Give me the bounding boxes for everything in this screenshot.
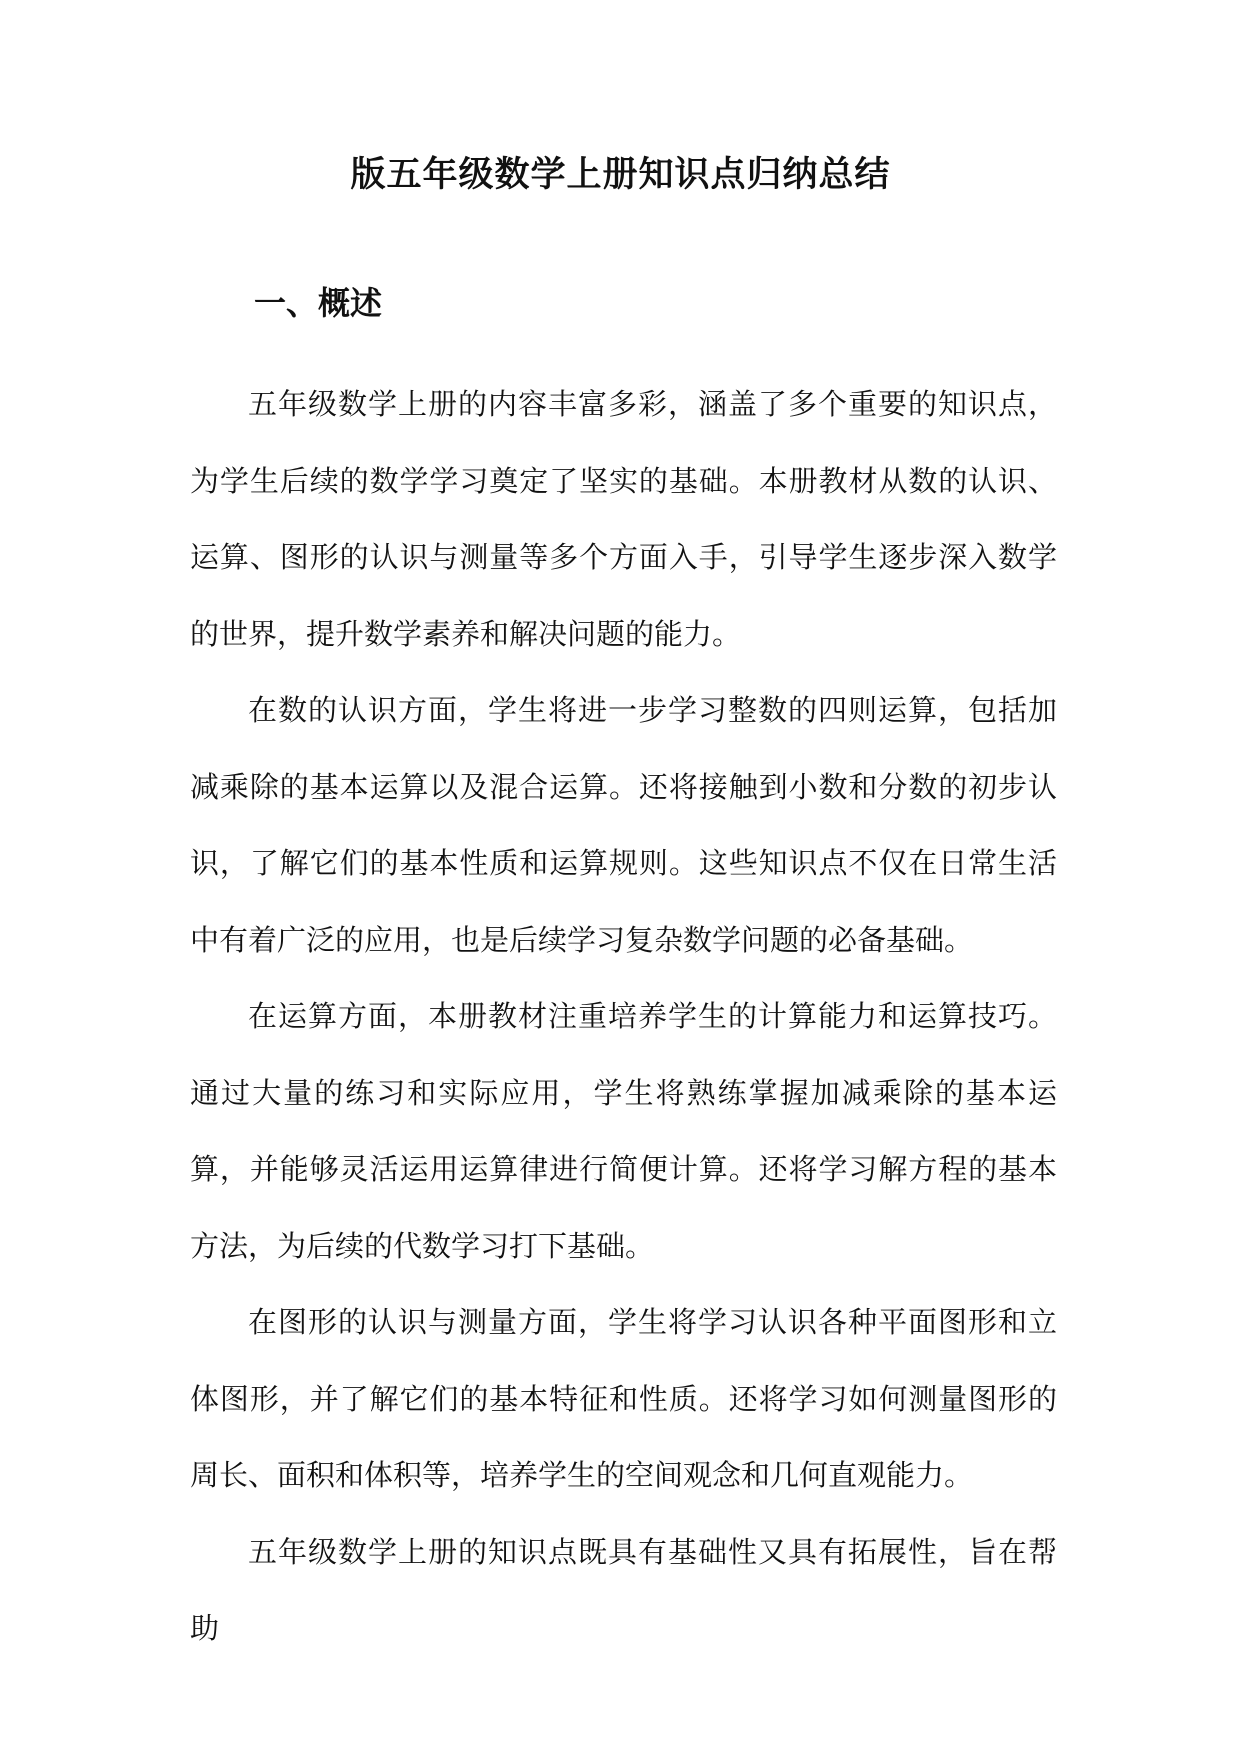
paragraph-intro: 五年级数学上册的内容丰富多彩，涵盖了多个重要的知识点，为学生后续的数学学习奠定了坚实的基础。本册教材从数的认识、运算、图形的认识与测量等多个方面入手，引导学生逐步深入数学的世界，提升数学素养和解决问题的能力。 (190, 387, 1057, 651)
section-heading-overview: 一、概述 (254, 284, 383, 322)
paragraph-number-recognition: 在数的认识方面，学生将进一步学习整数的四则运算，包括加减乘除的基本运算以及混合运算。还将接触到小数和分数的初步认识，了解它们的基本性质和运算规则。这些知识点不仅在日常生活中有着广泛的应用，也是后续学习复杂数学问题的必备基础。 (190, 693, 1057, 957)
document-title: 版五年级数学上册知识点归纳总结 (350, 154, 891, 195)
paragraph-geometry: 在图形的认识与测量方面，学生将学习认识各种平面图形和立体图形，并了解它们的基本特征和性质。还将学习如何测量图形的周长、面积和体积等，培养学生的空间观念和几何直观能力。 (190, 1305, 1057, 1492)
section-body (190, 366, 1057, 1667)
paragraph-summary: 五年级数学上册的知识点既具有基础性又具有拓展性，旨在帮助 (190, 1534, 1057, 1645)
paragraph-operations: 在运算方面，本册教材注重培养学生的计算能力和运算技巧。通过大量的练习和实际应用，学生将熟练掌握加减乘除的基本运算，并能够灵活运用运算律进行简便计算。还将学习解方程的基本方法，为后续的代数学习打下基础。 (190, 999, 1057, 1263)
